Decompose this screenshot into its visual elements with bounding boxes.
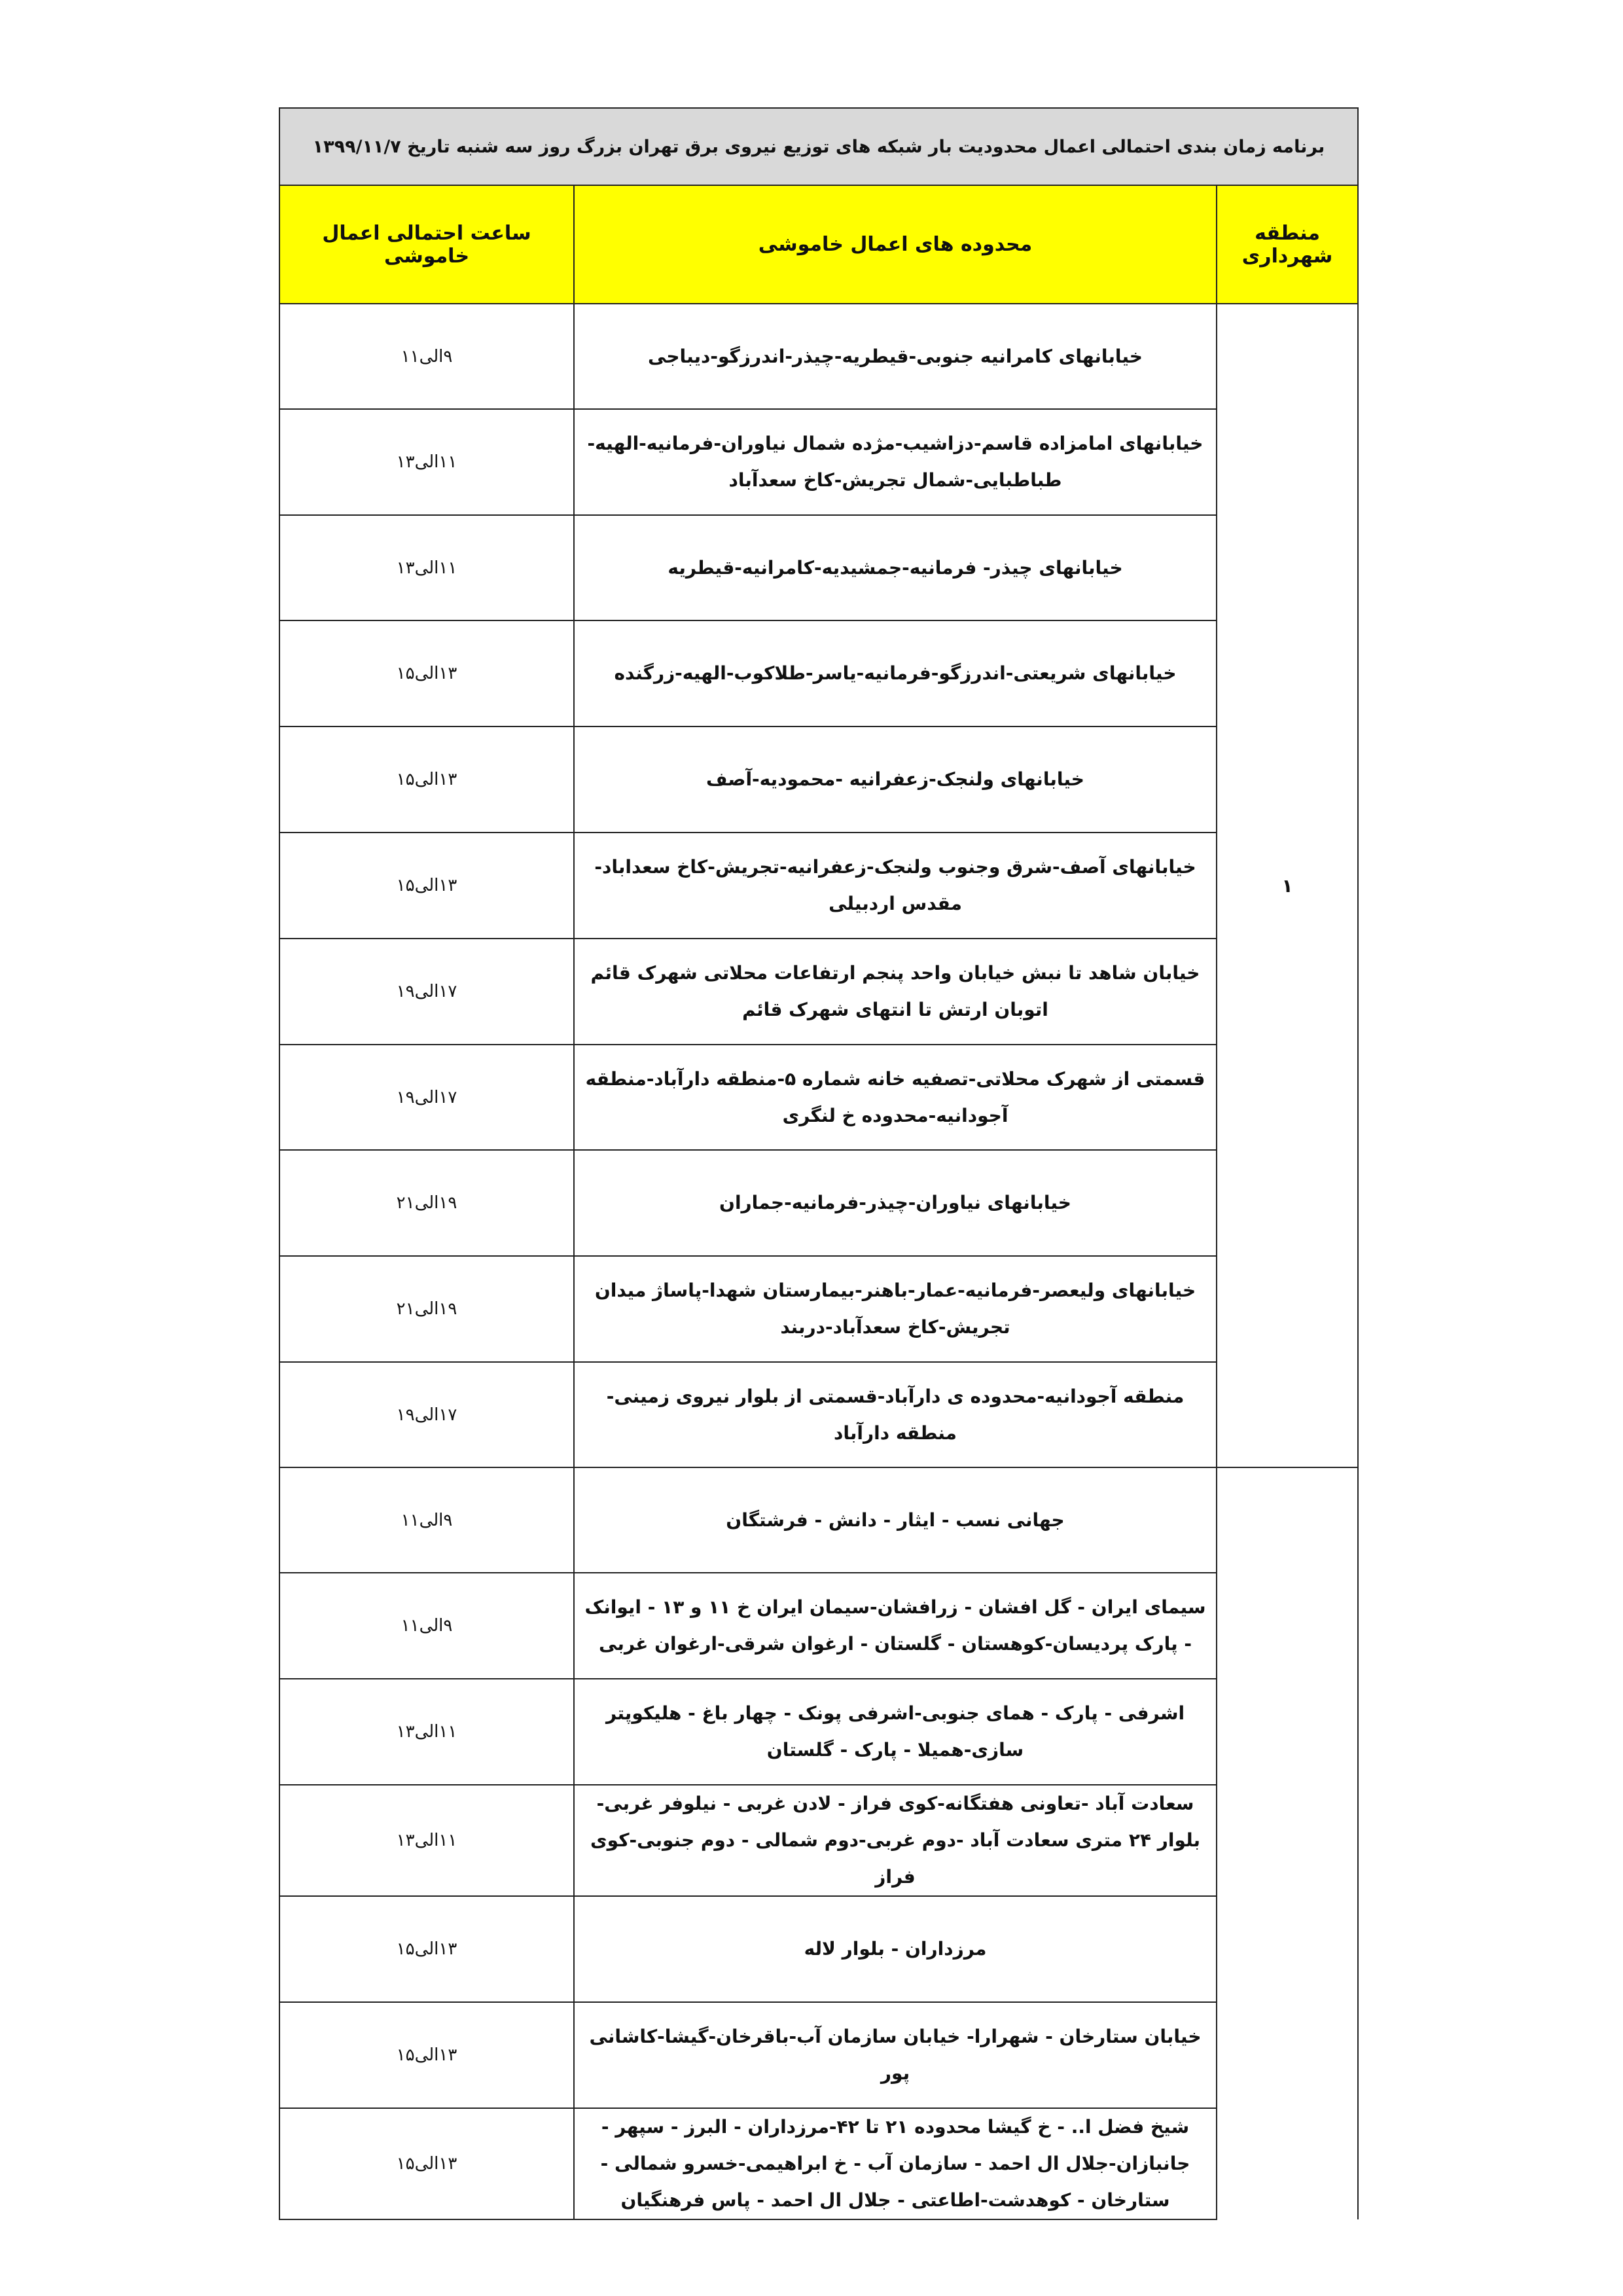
area-cell: سیمای ایران - گل افشان - زرافشان-سیمان ایران خ ۱۱ و ۱۳ - ایوانک - پارک پردیسان-کوهستان - گلستان - ارغوان شرقی-ارغوان غربی bbox=[574, 1573, 1217, 1679]
area-cell: شیخ فضل ا.. - خ گیشا محدوده ۲۱ تا ۴۲-مرزداران - البرز - سپهر - جانبازان-جلال ال احمد - سازمان آب - خ ابراهیمی-خسرو شمالی - ستارخان - کوهدشت-اطاعتی - جلال ال احمد - پاس فرهنگیان bbox=[574, 2108, 1217, 2219]
table-row bbox=[279, 1256, 1358, 1362]
hours-cell: ۱۷الی۱۹ bbox=[279, 939, 574, 1045]
header-hours: ساعت احتمالی اعمال خاموشی bbox=[279, 185, 574, 304]
table-row bbox=[279, 304, 1358, 409]
table-row bbox=[279, 726, 1358, 833]
area-cell: سعادت آباد -تعاونی هفتگانه-کوی فراز - لادن غربی - نیلوفر غربی-بلوار ۲۴ متری سعادت آباد -دوم غربی-دوم شمالی - دوم جنوبی-کوی فراز bbox=[574, 1785, 1217, 1896]
table-row bbox=[279, 1679, 1358, 1785]
table-row bbox=[279, 620, 1358, 726]
hours-cell: ۱۹الی۲۱ bbox=[279, 1256, 574, 1362]
table-row bbox=[279, 2108, 1358, 2219]
table-row bbox=[279, 833, 1358, 939]
area-cell: خیابانهای کامرانیه جنوبی-قیطریه-چیذر-اندرزگو-دیباجی bbox=[574, 304, 1217, 409]
table-title: برنامه زمان بندی احتمالی اعمال محدودیت بار شبکه های توزیع نیروی برق تهران بزرگ روز سه شنبه تاریخ ۱۳۹۹/۱۱/۷ bbox=[279, 108, 1358, 185]
table-row bbox=[279, 1573, 1358, 1679]
table-row bbox=[279, 1150, 1358, 1256]
area-cell: اشرفی - پارک - همای جنوبی-اشرفی پونک - چهار باغ - هلیکوپتر سازی-همیلا - پارک - گلستان bbox=[574, 1679, 1217, 1785]
area-cell: مرزداران - بلوار لاله bbox=[574, 1896, 1217, 2002]
area-cell: منطقه آجودانیه-محدوده ی دارآباد-قسمتی از بلوار نیروی زمینی-منطقه دارآباد bbox=[574, 1362, 1217, 1467]
table-row bbox=[279, 409, 1358, 515]
area-cell: قسمتی از شهرک محلاتی-تصفیه خانه شماره ۵-منطقه دارآباد-منطقه آجودانیه-محدوده خ لنگری bbox=[574, 1045, 1217, 1150]
table-row bbox=[279, 1362, 1358, 1467]
table-row bbox=[279, 1896, 1358, 2002]
hours-cell: ۱۳الی۱۵ bbox=[279, 726, 574, 833]
schedule-table bbox=[279, 107, 1359, 2220]
area-cell: خیابانهای شریعتی-اندرزگو-فرمانیه-یاسر-طلاکوب-الهیه-زرگنده bbox=[574, 620, 1217, 726]
hours-cell: ۱۱الی۱۳ bbox=[279, 515, 574, 620]
area-cell: خیابانهای نیاوران-چیذر-فرمانیه-جماران bbox=[574, 1150, 1217, 1256]
table-row bbox=[279, 1785, 1358, 1896]
hours-cell: ۱۳الی۱۵ bbox=[279, 2108, 574, 2219]
area-cell: خیابانهای ولنجک-زعفرانیه -محمودیه-آصف bbox=[574, 726, 1217, 833]
area-cell: خیابانهای چیذر- فرمانیه-جمشیدیه-کامرانیه-قیطریه bbox=[574, 515, 1217, 620]
table-row bbox=[279, 515, 1358, 620]
header-region: منطقه شهرداری bbox=[1217, 185, 1358, 304]
hours-cell: ۱۳الی۱۵ bbox=[279, 833, 574, 939]
hours-cell: ۱۳الی۱۵ bbox=[279, 2002, 574, 2108]
area-cell: خیابان شاهد تا نبش خیابان واحد پنجم ارتفاعات محلاتی شهرک قائم اتوبان ارتش تا انتهای شهرک قائم bbox=[574, 939, 1217, 1045]
hours-cell: ۹الی۱۱ bbox=[279, 1467, 574, 1573]
hours-cell: ۱۳الی۱۵ bbox=[279, 1896, 574, 2002]
hours-cell: ۱۷الی۱۹ bbox=[279, 1362, 574, 1467]
table-row bbox=[279, 1467, 1358, 1573]
area-cell: خیابانهای امامزاده قاسم-دزاشیب-مژده شمال نیاوران-فرمانیه-الهیه-طباطبایی-شمال تجریش-کاخ سعدآباد bbox=[574, 409, 1217, 515]
hours-cell: ۱۱الی۱۳ bbox=[279, 409, 574, 515]
region-cell bbox=[1217, 1467, 1358, 2219]
area-cell: خیابانهای ولیعصر-فرمانیه-عمار-باهنر-بیمارستان شهدا-پاساژ میدان تجریش-کاخ سعدآباد-دربند bbox=[574, 1256, 1217, 1362]
hours-cell: ۱۱الی۱۳ bbox=[279, 1679, 574, 1785]
hours-cell: ۹الی۱۱ bbox=[279, 304, 574, 409]
table-row bbox=[279, 1045, 1358, 1150]
area-cell: خیابانهای آصف-شرق وجنوب ولنجک-زعفرانیه-تجریش-کاخ سعداباد-مقدس اردبیلی bbox=[574, 833, 1217, 939]
hours-cell: ۱۹الی۲۱ bbox=[279, 1150, 574, 1256]
area-cell: جهانی نسب - ایثار - دانش - فرشتگان bbox=[574, 1467, 1217, 1573]
region-cell: ۱ bbox=[1217, 304, 1358, 1467]
hours-cell: ۹الی۱۱ bbox=[279, 1573, 574, 1679]
table-row bbox=[279, 2002, 1358, 2108]
hours-cell: ۱۳الی۱۵ bbox=[279, 620, 574, 726]
area-cell: خیابان ستارخان - شهرارا- خیابان سازمان آب-باقرخان-گیشا-کاشانی پور bbox=[574, 2002, 1217, 2108]
table-row bbox=[279, 939, 1358, 1045]
hours-cell: ۱۱الی۱۳ bbox=[279, 1785, 574, 1896]
header-areas: محدوده های اعمال خاموشی bbox=[574, 185, 1217, 304]
hours-cell: ۱۷الی۱۹ bbox=[279, 1045, 574, 1150]
